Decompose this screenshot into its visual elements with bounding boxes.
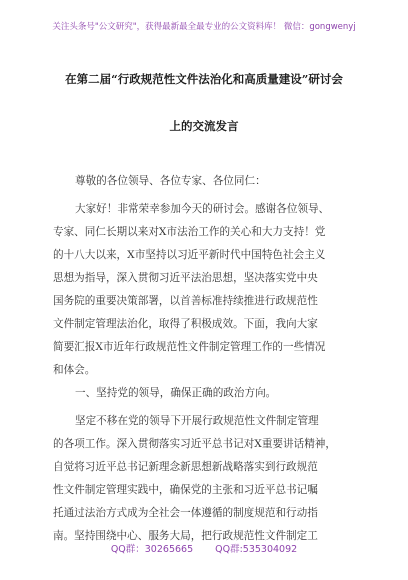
body-line: 和体会。 — [53, 364, 96, 376]
body-line: 托通过法治方式成为全社会一体遵循的制度规范和行动指 — [53, 507, 318, 519]
body-line: 专家、同仁长期以来对X市法治工作的关心和大力支持！党 — [53, 226, 326, 238]
body-line: 的十八大以来，X市坚持以习近平新时代中国特色社会主义 — [53, 249, 326, 261]
document-title-line-2: 上的交流发言 — [169, 119, 239, 133]
body-line: 的各项工作。深入贯彻落实习近平总书记对X重要讲话精神， — [53, 438, 336, 450]
body-line: 国务院的重要决策部署，以首善标准持续推进行政规范性 — [53, 295, 318, 307]
body-line: 大家好！非常荣幸参加今天的研讨会。感谢各位领导、 — [75, 203, 330, 215]
body-line: 思想为指导，深入贯彻习近平法治思想，坚决落实党中央 — [53, 272, 318, 284]
body-line: 文件制定管理法治化，取得了积极成效。下面，我向大家 — [53, 318, 318, 330]
section-heading: 一、坚持党的领导，确保正确的政治方向。 — [75, 387, 277, 399]
body-line: 自觉将习近平总书记新理念新思想新战略落实到行政规范 — [53, 461, 318, 473]
header-note: 关注头条号"公文研究"，获得最新最全最专业的公文资料库！ 微信：gongwenyj — [52, 22, 356, 32]
body-line: 性文件制定管理实践中，确保党的主张和习近平总书记嘱 — [53, 484, 318, 496]
document-title-line-1: 在第二届“行政规范性文件法治化和高质量建设”研讨会 — [65, 72, 343, 86]
footer — [0, 541, 408, 555]
footer-qq-group-1: QQ群：30265665 — [110, 544, 194, 555]
salutation: 尊敬的各位领导、各位专家、各位同仁： — [75, 175, 266, 187]
body-line: 南。坚持围绕中心、服务大局，把行政规范性文件制定工 — [53, 530, 318, 542]
body-line: 坚定不移在党的领导下开展行政规范性文件制定管理 — [75, 415, 319, 427]
footer-qq-group-2: QQ群:535304092 — [215, 544, 298, 555]
body-line: 简要汇报X市近年行政规范性文件制定管理工作的一些情况 — [53, 341, 326, 353]
